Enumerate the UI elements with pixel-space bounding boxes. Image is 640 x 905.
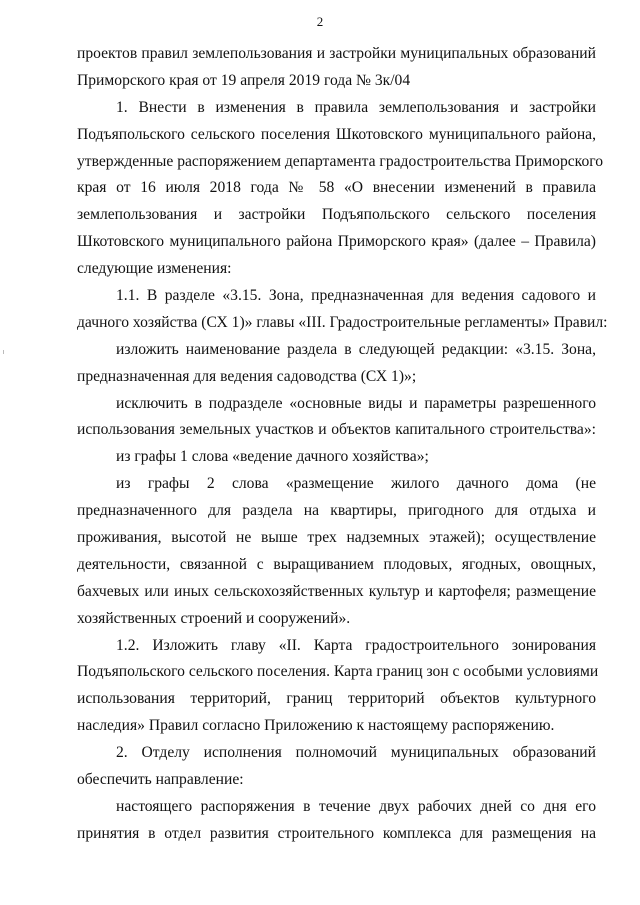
document-line: деятельности, связанной с выращиванием плодовых, ягодных, овощных, [77, 555, 596, 573]
document-line: утвержденные распоряжением департамента градостроительства Приморского [77, 152, 604, 170]
margin-mark [3, 350, 4, 354]
document-line: Шкотовского муниципального района Приморского края» (далее – Правила) [77, 233, 596, 251]
document-line: бахчевых или иных сельскохозяйственных культур и картофеля; размещение [77, 582, 596, 600]
document-line: 1.1. В разделе «3.15. Зона, предназначенная для ведения садового и [116, 287, 596, 305]
document-line: проектов правил землепользования и застройки муниципальных образований [77, 45, 596, 62]
document-line: предназначенного для раздела на квартиры, пригодного для отдыха и [77, 502, 596, 520]
document-line: из графы 1 слова «ведение дачного хозяйства»; [116, 448, 429, 466]
document-line: обеспечить направление: [77, 771, 244, 789]
document-line: наследия» Правил согласно Приложению к настоящему распоряжению. [77, 717, 555, 735]
document-line: Подъяпольского сельского поселения. Карта границ зон с особыми условиями [77, 663, 599, 681]
document-line: дачного хозяйства (СХ 1)» главы «III. Градостроительные регламенты» Правил: [77, 313, 608, 331]
page-number: 2 [316, 14, 324, 29]
document-line: 1. Внести в изменения в правила землепользования и застройки [116, 98, 596, 116]
document-line: Подъяпольского сельского поселения Шкотовского муниципального района, [77, 125, 596, 143]
document-line: исключить в подразделе «основные виды и параметры разрешенного [116, 394, 596, 412]
document-line: 2. Отделу исполнения полномочий муниципальных образований [116, 744, 596, 762]
document-line: хозяйственных строений и сооружений». [77, 609, 351, 627]
document-line: Приморского края от 19 апреля 2019 года № 3к/04 [77, 71, 411, 89]
document-line: предназначенная для ведения садоводства (СХ 1)»; [77, 367, 417, 385]
document-line: из графы 2 слова «размещение жилого дачного дома (не [116, 475, 596, 493]
document-line: 1.2. Изложить главу «II. Карта градостроительного зонирования [116, 636, 596, 654]
document-line: проживания, высотой не выше трех надземных этажей); осуществление [77, 529, 596, 547]
document-body [77, 41, 608, 848]
document-line: края от 16 июля 2018 года № 58 «О внесении изменений в правила [77, 179, 596, 197]
document-line: настоящего распоряжения в течение двух рабочих дней со дня его [116, 797, 596, 815]
document-line: изложить наименование раздела в следующей редакции: «3.15. Зона, [116, 340, 596, 358]
document-line: использования земельных участков и объектов капитального строительства»: [77, 421, 596, 439]
document-line: землепользования и застройки Подъяпольского сельского поселения [77, 206, 596, 224]
document-line: использования территорий, границ территорий объектов культурного [77, 690, 596, 708]
document-line: принятия в отдел развития строительного комплекса для размещения на [77, 824, 596, 842]
document-line: следующие изменения: [77, 260, 232, 278]
